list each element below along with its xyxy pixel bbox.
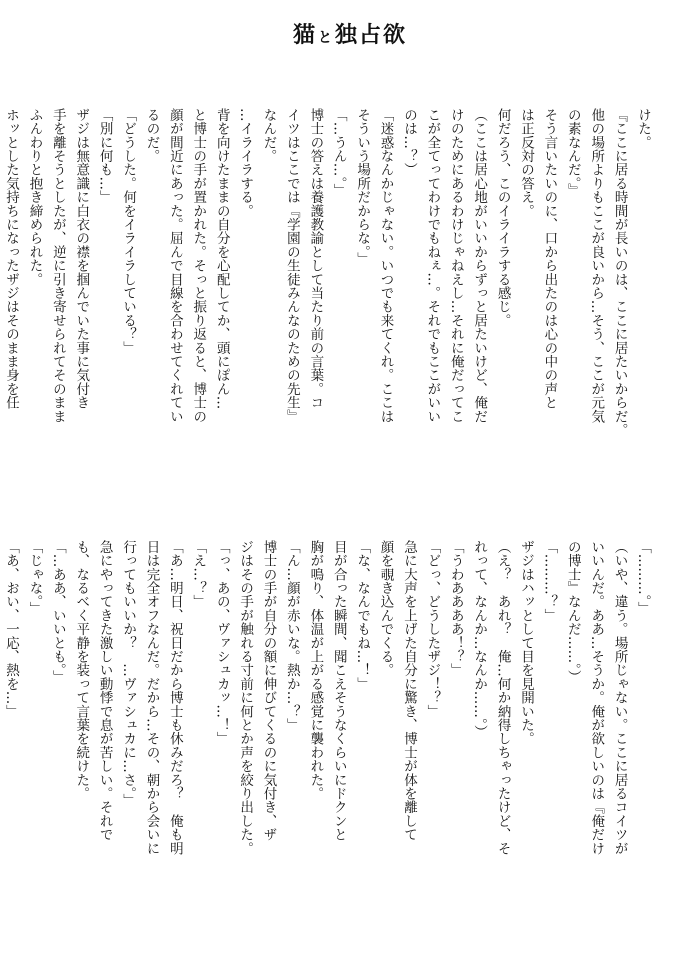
text-line: のは…？） [400,108,417,177]
text-line: 顔が間近にあった。屈んで目線を合わせてくれてい [166,108,183,424]
text-line: 「え…？」 [190,540,207,609]
text-line: 「あ、おい、一応、熱を…」 [3,540,20,719]
text-line: は正反対の答え。 [517,108,534,218]
text-line: と博士の手が置かれた。そっと振り返ると、博士の [190,108,207,424]
text-line: …イライラする。 [237,108,254,218]
text-line: 背を向けたままの自分を心配してか、頭にぽん… [213,108,230,410]
text-line: ザジはハッとして目を見開いた。 [517,540,534,746]
text-line: 日は完全オフなんだ。だから…その、朝から会いに [143,540,160,856]
text-line: 急に大声を上げた自分に驚き、博士が体を離して [400,540,417,842]
text-line: なんだ。 [260,108,277,163]
text-line: れって、なんか…なんか……。） [471,540,488,739]
text-line: そう言いたいのに、口から出たのは心の中の声と [541,108,558,410]
text-line: 「ん…顔が赤いな。熱か…？」 [283,540,300,732]
text-line: 博士の答えは養護教諭として当たり前の言葉。コ [307,108,324,410]
text-line: 「っ、あの、ヴァシュカッ…！」 [213,540,230,746]
text-line: も、なるべく平静を装って言葉を続けた。 [73,540,90,801]
lower-text-block [3,540,654,950]
text-line: （いや、違う。場所じゃない。ここに居るコイツが [611,540,628,856]
text-line: 「迷惑なんかじゃない。いつでも来てくれ。ここは [377,108,394,424]
text-line: 目が合った瞬間、聞こえそうなくらいにドクンと [330,540,347,842]
text-line: （ここは居心地がいいからずっと居たいけど、俺だ [471,108,488,424]
text-line: 「………？」 [541,540,558,623]
title-part-cat: 猫 [292,23,317,48]
text-line: ふんわりと抱き締められた。 [26,108,43,287]
text-line: そういう場所だからな。」 [354,108,371,266]
text-line: 博士の手が自分の額に伸びてくるのに気付き、ザ [260,540,277,842]
text-line: 行ってもいいか？ …ヴァシュカに…さ。」 [120,540,137,808]
title-part-possessiveness: 独占欲 [335,23,408,48]
text-line: 「じゃな。」 [26,540,43,616]
text-line: 「どっ、どうしたザジ！？」 [424,540,441,719]
text-line: 胸が鳴り、体温が上がる感覚に襲われた。 [307,540,324,801]
text-line: 「うわああああ！？」 [447,540,464,677]
text-line: 「どうした。何をイライラしている？」 [120,108,137,355]
text-line: ジはその手が触れる寸前に何とか声を絞り出した。 [237,540,254,856]
text-line: （え？ あれ？ 俺…何か納得しちゃったけど、そ [494,540,511,856]
text-line: の素なんだ。』 [564,108,581,198]
text-line: の博士』なんだ……。） [564,540,581,684]
text-line: 「…ああ、いいとも。」 [49,540,66,684]
text-line: 『ここに居る時間が長いのは、ここに居たいからだ。 [611,108,628,437]
text-line: けた。 [635,108,651,150]
text-line: 「な、なんでもね…！」 [354,540,371,691]
text-line: ザジは無意識に白衣の襟を掴んでいた事に気付き [73,108,90,410]
text-line: イツはここでは『学園の生徒みんなのための先生』 [283,108,300,424]
page-title [0,18,700,49]
text-line: 手を離そうとしたが、逆に引き寄せられてそのまま [49,108,66,424]
text-line: 「あ…明日、祝日だから博士も休みだろ？ 俺も明 [166,540,183,856]
text-line: けのためにあるわけじゃねえし…それに俺だってこ [447,108,464,424]
text-line: 顔を覗き込んでくる。 [377,540,394,677]
title-part-particle: と [318,30,334,46]
text-line: 「別に何も…」 [96,108,113,204]
text-line: ホッとした気持ちになったザジはそのまま身を任 [3,108,20,410]
text-line: 「………。」 [635,540,651,616]
text-line: いいんだ。ああ…そうか。俺が欲しいのは『俺だけ [588,540,605,856]
text-line: 他の場所よりもここが良いから…そう、ここが元気 [588,108,605,424]
text-line: 「…うん…。」 [330,108,347,198]
text-line: 何だろう、このイライラする感じ。 [494,108,511,328]
upper-text-block [3,108,654,522]
text-line: 急にやってきた激しい動悸で息が苦しい。それで [96,540,113,842]
text-line: こが全てってわけでもねぇ…。それでもここがいい [424,108,441,424]
text-line: るのだ。 [143,108,160,163]
